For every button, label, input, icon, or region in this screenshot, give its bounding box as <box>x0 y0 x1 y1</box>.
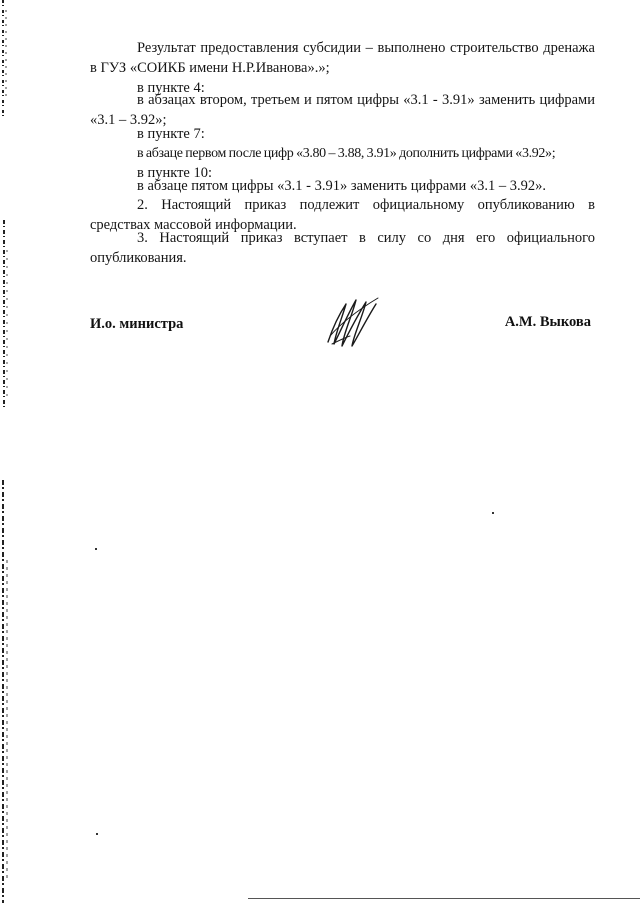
handwritten-signature <box>322 292 384 352</box>
scan-speck <box>96 833 98 835</box>
paragraph-point-7: в пункте 7: <box>137 126 205 142</box>
paragraph-effective: 3. Настоящий приказ вступает в силу со дня его официального опубликования. <box>90 230 595 266</box>
signatory-name: А.М. Выкова <box>504 314 591 330</box>
paragraph-point-10: в пункте 10: <box>137 165 213 181</box>
signatory-title: И.о. министра <box>90 316 184 332</box>
paragraph-point-10-change: в абзаце пятом цифры «3.1 - 3.91» заменить цифрами «3.1 – 3.92». <box>137 178 547 194</box>
paragraph-publication: 2. Настоящий приказ подлежит официальному опубликованию в средствах массовой информации. <box>90 197 595 233</box>
scan-edge-artifact <box>0 0 14 903</box>
paragraph-point-7-change: в абзаце первом после цифр «3.80 – 3.88, 3.91» дополнить цифрами «3.92»; <box>137 146 556 161</box>
paragraph-point-4: в пункте 4: <box>137 80 205 96</box>
scan-speck <box>492 512 494 514</box>
paragraph-subsidy-result: Результат предоставления субсидии – выполнено строительство дренажа в ГУЗ «СОИКБ имени Н.Р.Иванова».»; <box>90 40 595 76</box>
paragraph-point-4-change: в абзацах втором, третьем и пятом цифры «3.1 - 3.91» заменить цифрами «3.1 – 3.92»; <box>90 92 595 128</box>
scan-bottom-edge <box>248 898 640 899</box>
scan-speck <box>95 548 97 550</box>
